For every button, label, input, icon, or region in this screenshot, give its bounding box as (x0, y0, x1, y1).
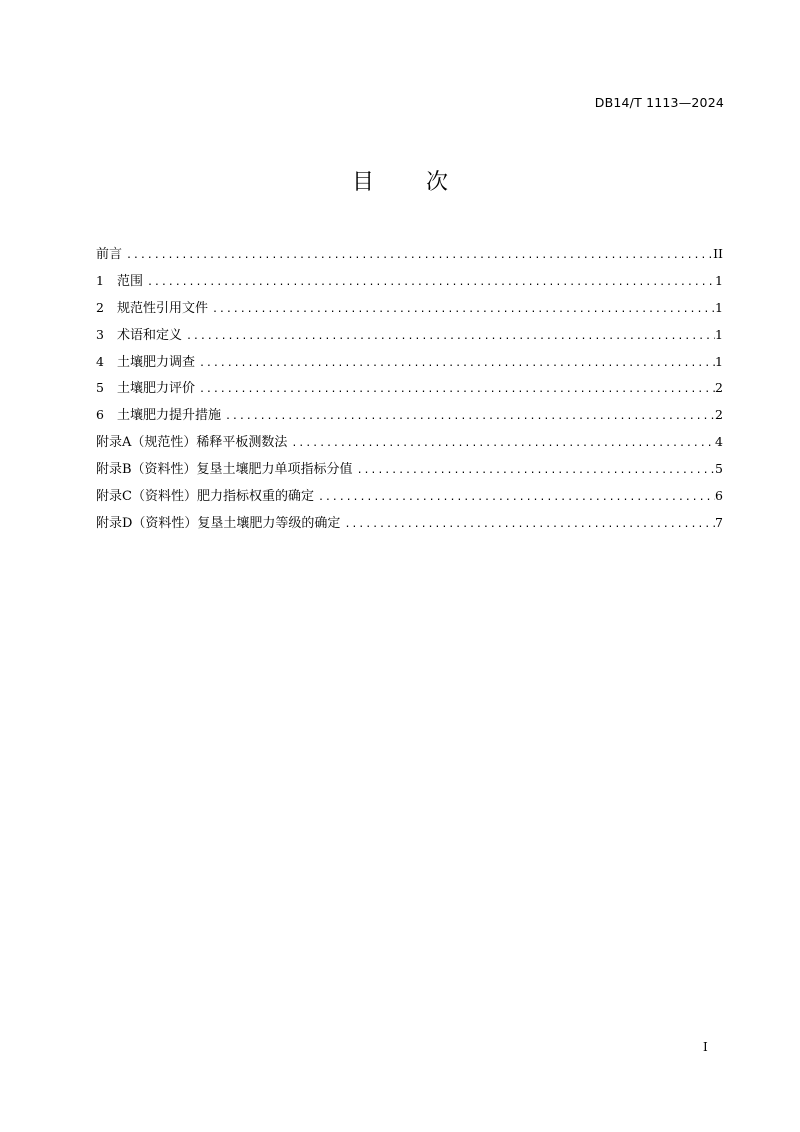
toc-title (0, 168, 800, 198)
toc-entry-page: 1 (715, 272, 723, 288)
toc-entry-label: 术语和定义 (117, 327, 183, 343)
toc-leader (353, 458, 715, 485)
toc-leader (143, 270, 715, 297)
toc-list (96, 241, 723, 537)
toc-entry-label: 土壤肥力评价 (117, 381, 196, 397)
toc-entry-label: 规范性引用文件 (117, 300, 209, 316)
toc-entry-page: 7 (715, 514, 723, 530)
toc-title-part2: 次 (426, 170, 449, 195)
toc-entry-page: 2 (715, 407, 723, 423)
toc-entry-fertility-survey[interactable] (96, 349, 723, 376)
toc-leader (287, 431, 715, 458)
toc-entry-number: 3 (96, 326, 104, 342)
toc-entry-preface[interactable] (96, 241, 723, 268)
toc-entry-appendix-a[interactable] (96, 429, 723, 456)
toc-entry-scope[interactable] (96, 268, 723, 295)
toc-leader (314, 485, 715, 512)
page-number: I (703, 1040, 708, 1054)
toc-entry-normative-references[interactable] (96, 295, 723, 322)
toc-entry-page: 6 (715, 488, 723, 504)
toc-title-part1: 目 (351, 170, 374, 195)
toc-leader (195, 351, 715, 378)
toc-entry-label: 范围 (117, 273, 144, 289)
toc-entry-label: 附录A（规范性）稀释平板测数法 (96, 435, 288, 451)
toc-entry-page: 4 (715, 434, 723, 450)
toc-entry-label: 附录D（资料性）复垦土壤肥力等级的确定 (96, 515, 341, 531)
toc-leader (340, 512, 715, 539)
toc-entry-label: 前言 (96, 247, 123, 262)
toc-entry-number: 6 (96, 407, 104, 423)
toc-entry-label: 附录B（资料性）复垦土壤肥力单项指标分值 (96, 462, 353, 478)
toc-entry-appendix-c[interactable] (96, 483, 723, 510)
toc-leader (122, 243, 713, 270)
toc-leader (208, 297, 715, 324)
toc-entry-page: 1 (715, 353, 723, 369)
toc-entry-appendix-d[interactable] (96, 510, 723, 537)
toc-entry-fertility-improvement[interactable] (96, 402, 723, 429)
toc-entry-page: II (713, 246, 723, 261)
toc-entry-label: 附录C（资料性）肥力指标权重的确定 (96, 489, 314, 505)
toc-entry-page: 1 (715, 299, 723, 315)
toc-leader (221, 404, 715, 431)
toc-entry-number: 5 (96, 380, 104, 396)
toc-entry-number: 2 (96, 299, 104, 315)
toc-entry-number: 1 (96, 272, 104, 288)
toc-leader (182, 324, 715, 351)
toc-entry-terms-definitions[interactable] (96, 322, 723, 349)
toc-entry-appendix-b[interactable] (96, 456, 723, 483)
toc-entry-number: 4 (96, 353, 104, 369)
toc-entry-page: 5 (715, 461, 723, 477)
toc-entry-page: 2 (715, 380, 723, 396)
toc-entry-fertility-evaluation[interactable] (96, 375, 723, 402)
toc-entry-label: 土壤肥力提升措施 (117, 408, 222, 424)
toc-leader (195, 377, 715, 404)
toc-entry-page: 1 (715, 326, 723, 342)
document-code: DB14/T 1113—2024 (594, 95, 724, 110)
toc-entry-label: 土壤肥力调查 (117, 354, 196, 370)
